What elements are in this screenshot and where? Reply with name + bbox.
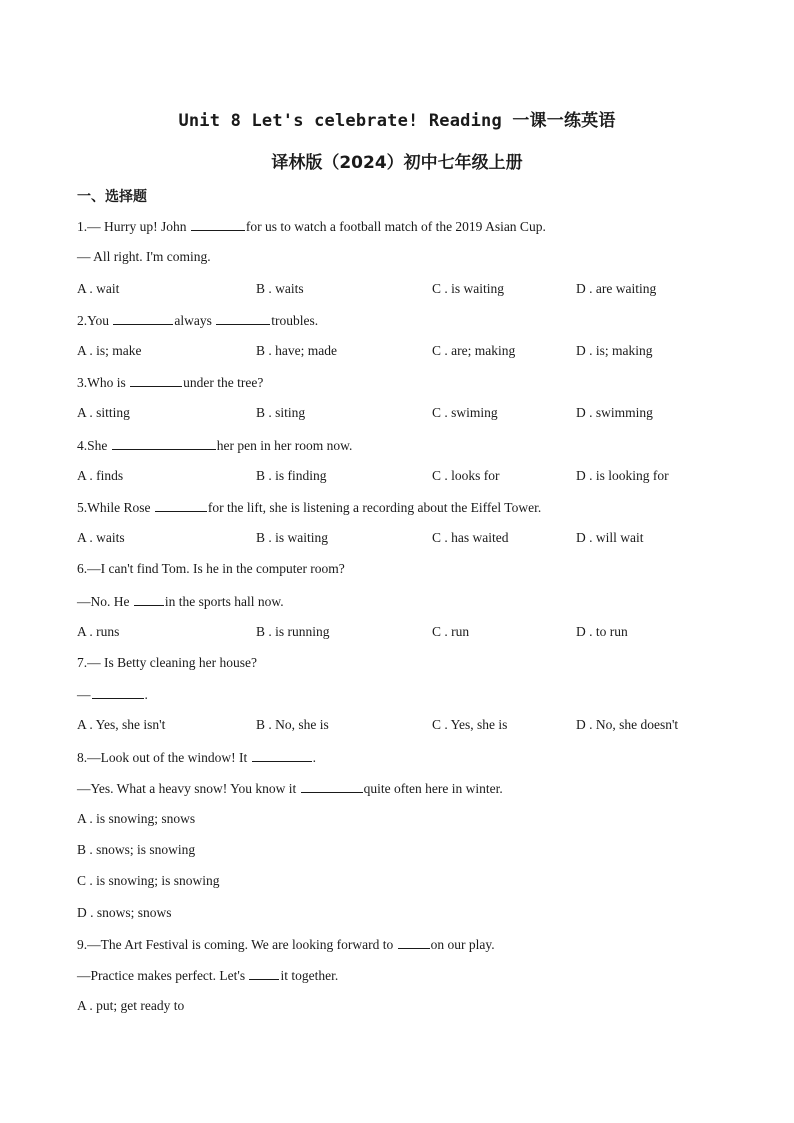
question-2-stem: 2.You always troubles. [77, 313, 319, 328]
question-7-option-c: C . Yes, she is [432, 717, 508, 732]
question-6-option-d: D . to run [576, 624, 628, 639]
question-7-stem: 7.— Is Betty cleaning her house? [77, 655, 257, 670]
question-2-option-c: C . are; making [432, 343, 516, 358]
question-5-option-a: A . waits [77, 530, 125, 545]
question-3-stem: 3.Who is under the tree? [77, 375, 264, 390]
question-8-reply: —Yes. What a heavy snow! You know it quite often here in winter. [77, 781, 503, 796]
answer-blank [92, 685, 144, 699]
question-2-option-d: D . is; making [576, 343, 653, 358]
question-6-option-c: C . run [432, 624, 470, 639]
question-1-reply: — All right. I'm coming. [77, 249, 211, 264]
question-9-option-a: A . put; get ready to [77, 998, 185, 1013]
question-8-option-c: C . is snowing; is snowing [77, 873, 220, 888]
answer-blank [191, 217, 245, 231]
section-heading: 一、选择题 [77, 189, 147, 205]
answer-blank [301, 779, 363, 793]
question-4-option-a: A . finds [77, 468, 124, 483]
question-9-stem: 9.—The Art Festival is coming. We are looking forward to on our play. [77, 937, 495, 952]
question-3-option-a: A . sitting [77, 405, 130, 420]
question-8-option-a: A . is snowing; snows [77, 811, 196, 826]
question-5-stem: 5.While Rose for the lift, she is listening a recording about the Eiffel Tower. [77, 500, 542, 515]
question-1-option-a: A . wait [77, 281, 120, 296]
question-4-option-c: C . looks for [432, 468, 500, 483]
question-2-option-a: A . is; make [77, 343, 142, 358]
question-6-stem: 6.—I can't find Tom. Is he in the computer room? [77, 561, 345, 576]
answer-blank [113, 311, 173, 325]
question-1-option-d: D . are waiting [576, 281, 657, 296]
question-4-stem: 4.She her pen in her room now. [77, 438, 353, 453]
question-7-option-a: A . Yes, she isn't [77, 717, 166, 732]
document-title: Unit 8 Let's celebrate! Reading 一课一练英语 [178, 111, 616, 131]
question-8-option-d: D . snows; snows [77, 905, 172, 920]
answer-blank [216, 311, 270, 325]
answer-blank [130, 373, 182, 387]
answer-blank [134, 592, 164, 606]
question-3-option-b: B . siting [256, 405, 306, 420]
answer-blank [155, 498, 207, 512]
question-1-stem: 1.— Hurry up! John for us to watch a football match of the 2019 Asian Cup. [77, 219, 546, 234]
question-3-option-c: C . swiming [432, 405, 498, 420]
question-4-option-d: D . is looking for [576, 468, 669, 483]
question-7-reply: — . [77, 687, 148, 702]
question-2-option-b: B . have; made [256, 343, 337, 358]
question-3-option-d: D . swimming [576, 405, 653, 420]
document-subtitle: 译林版（2024）初中七年级上册 [271, 153, 523, 173]
question-4-option-b: B . is finding [256, 468, 327, 483]
question-8-option-b: B . snows; is snowing [77, 842, 196, 857]
answer-blank [252, 748, 312, 762]
question-1-option-b: B . waits [256, 281, 304, 296]
question-8-stem: 8.—Look out of the window! It . [77, 750, 316, 765]
question-7-option-d: D . No, she doesn't [576, 717, 679, 732]
question-5-option-c: C . has waited [432, 530, 509, 545]
answer-blank [398, 935, 430, 949]
question-6-option-a: A . runs [77, 624, 120, 639]
answer-blank [249, 966, 279, 980]
question-6-option-b: B . is running [256, 624, 330, 639]
question-5-option-d: D . will wait [576, 530, 644, 545]
question-6-reply: —No. He in the sports hall now. [77, 594, 284, 609]
question-1-option-c: C . is waiting [432, 281, 505, 296]
answer-blank [112, 436, 216, 450]
question-9-reply: —Practice makes perfect. Let's it together. [77, 968, 339, 983]
question-5-option-b: B . is waiting [256, 530, 329, 545]
question-7-option-b: B . No, she is [256, 717, 329, 732]
